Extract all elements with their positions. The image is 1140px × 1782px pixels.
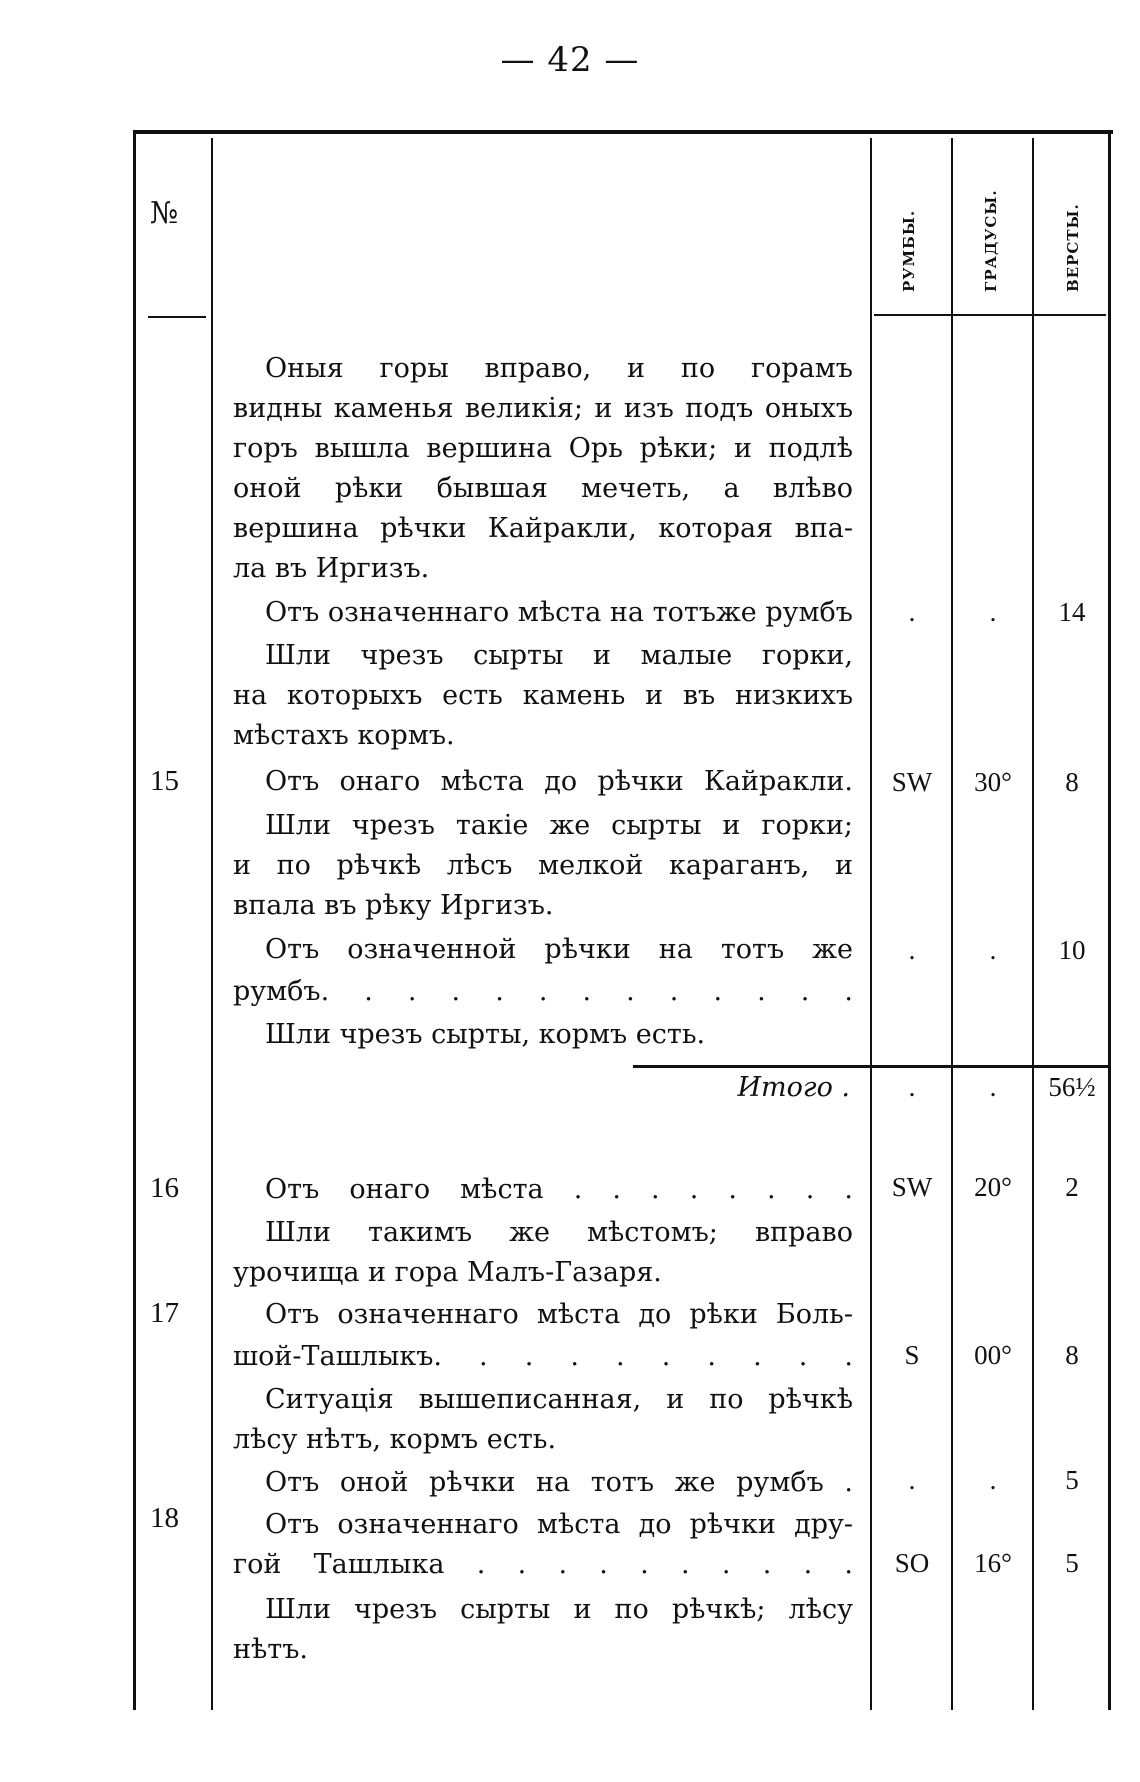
- column-divider-text: [870, 138, 872, 1710]
- text-line: Шли чрезъ сырты и по рѣчкѣ; лѣсу: [265, 1594, 853, 1625]
- text-line: Отъ онаго мѣста до рѣчки Кайракли.: [265, 766, 853, 797]
- text-line: нѣтъ.: [233, 1634, 308, 1665]
- entry-number: 17: [150, 1297, 179, 1329]
- rumb-cell: SW: [891, 767, 933, 797]
- text-line: гой Ташлыка . . . . . . . . . .: [233, 1549, 853, 1580]
- page-number: — 42 —: [500, 40, 640, 80]
- text-line: оной рѣки бывшая мечеть, а влѣво: [233, 473, 853, 504]
- text-line: видны каменья великія; и изъ подъ оныхъ: [233, 393, 853, 424]
- entry-number: 16: [150, 1172, 179, 1204]
- rumb-cell: .: [908, 1465, 916, 1495]
- text-line: Шли чрезъ сырты и малые горки,: [265, 640, 853, 671]
- text-line: ла въ Иргизъ.: [233, 553, 430, 584]
- text-line: шой-Ташлыкъ. . . . . . . . . .: [233, 1341, 853, 1372]
- grad-cell: 16°: [974, 1548, 1012, 1578]
- rumb-cell: SO: [894, 1548, 930, 1578]
- text-line: горъ вышла вершина Орь рѣки; и подлѣ: [233, 433, 853, 464]
- text-line: Шли чрезъ такіе же сырты и горки;: [265, 810, 853, 841]
- text-line: Ситуація вышеписанная, и по рѣчкѣ: [265, 1384, 853, 1415]
- total-verst-cell: 56½: [1048, 1072, 1096, 1102]
- text-line: мѣстахъ кормъ.: [233, 720, 455, 751]
- text-line: Отъ оной рѣчки на тотъ же румбъ .: [265, 1467, 853, 1498]
- total-rule: [633, 1065, 1108, 1068]
- text-line: Отъ означеннаго мѣста на тотъже румбъ: [265, 597, 853, 628]
- text-line: вершина рѣчки Кайракли, которая впа-: [233, 513, 853, 544]
- verst-cell: 2: [1065, 1172, 1079, 1202]
- text-line: на которыхъ есть камень и въ низкихъ: [233, 680, 853, 711]
- grad-cell: 20°: [974, 1172, 1012, 1202]
- column-divider-no: [211, 138, 213, 1710]
- number-column-header: №: [150, 196, 179, 231]
- grad-cell: .: [989, 1465, 997, 1495]
- verst-cell: 5: [1065, 1548, 1079, 1578]
- total-grad-cell: .: [989, 1072, 997, 1102]
- rumb-cell: S: [904, 1340, 920, 1370]
- text-line: и по рѣчкѣ лѣсъ мелкой караганъ, и: [233, 850, 853, 881]
- rumb-cell: .: [908, 935, 916, 965]
- text-line: Отъ означенной рѣчки на тотъ же: [265, 934, 853, 965]
- gradusy-column-header: ГРАДУСЫ.: [982, 189, 1000, 292]
- text-line: Отъ онаго мѣста . . . . . . . .: [265, 1174, 853, 1205]
- table-top-rule: [133, 130, 1113, 134]
- column-divider-rumby: [951, 138, 953, 1710]
- rumb-cell: .: [908, 597, 916, 627]
- verst-cell: 10: [1058, 935, 1086, 965]
- text-line: румбъ. . . . . . . . . . . . .: [233, 976, 853, 1007]
- header-underline-no: [148, 316, 206, 318]
- text-line: Шли такимъ же мѣстомъ; вправо: [265, 1217, 853, 1248]
- table-right-border: [1108, 130, 1111, 1710]
- verst-cell: 8: [1065, 1340, 1079, 1370]
- verst-cell: 5: [1065, 1465, 1079, 1495]
- verst-cell: 14: [1058, 597, 1086, 627]
- rumby-column-header: РУМБЫ.: [900, 209, 918, 292]
- header-underline-cols: [874, 314, 1106, 316]
- text-line: Шли чрезъ сырты, кормъ есть.: [265, 1019, 706, 1050]
- grad-cell: .: [989, 597, 997, 627]
- text-line: Отъ означеннаго мѣста до рѣчки дру-: [265, 1509, 853, 1540]
- text-line: лѣсу нѣтъ, кормъ есть.: [233, 1424, 557, 1455]
- entry-number: 15: [150, 765, 179, 797]
- text-line: впала въ рѣку Иргизъ.: [233, 890, 554, 921]
- grad-cell: 00°: [974, 1340, 1012, 1370]
- versty-column-header: ВЕРСТЫ.: [1064, 203, 1082, 292]
- rumb-cell: SW: [891, 1172, 933, 1202]
- grad-cell: .: [989, 935, 997, 965]
- grad-cell: 30°: [974, 767, 1012, 797]
- text-line: Оныя горы вправо, и по горамъ: [265, 353, 853, 384]
- column-divider-gradusy: [1032, 138, 1034, 1710]
- entry-number: 18: [150, 1502, 179, 1534]
- total-label: Итого .: [737, 1072, 850, 1103]
- table-left-border: [133, 130, 136, 1710]
- text-line: урочища и гора Малъ-Газаря.: [233, 1257, 662, 1288]
- verst-cell: 8: [1065, 767, 1079, 797]
- total-rumb-cell: .: [908, 1072, 916, 1102]
- text-line: Отъ означеннаго мѣста до рѣки Боль-: [265, 1299, 853, 1330]
